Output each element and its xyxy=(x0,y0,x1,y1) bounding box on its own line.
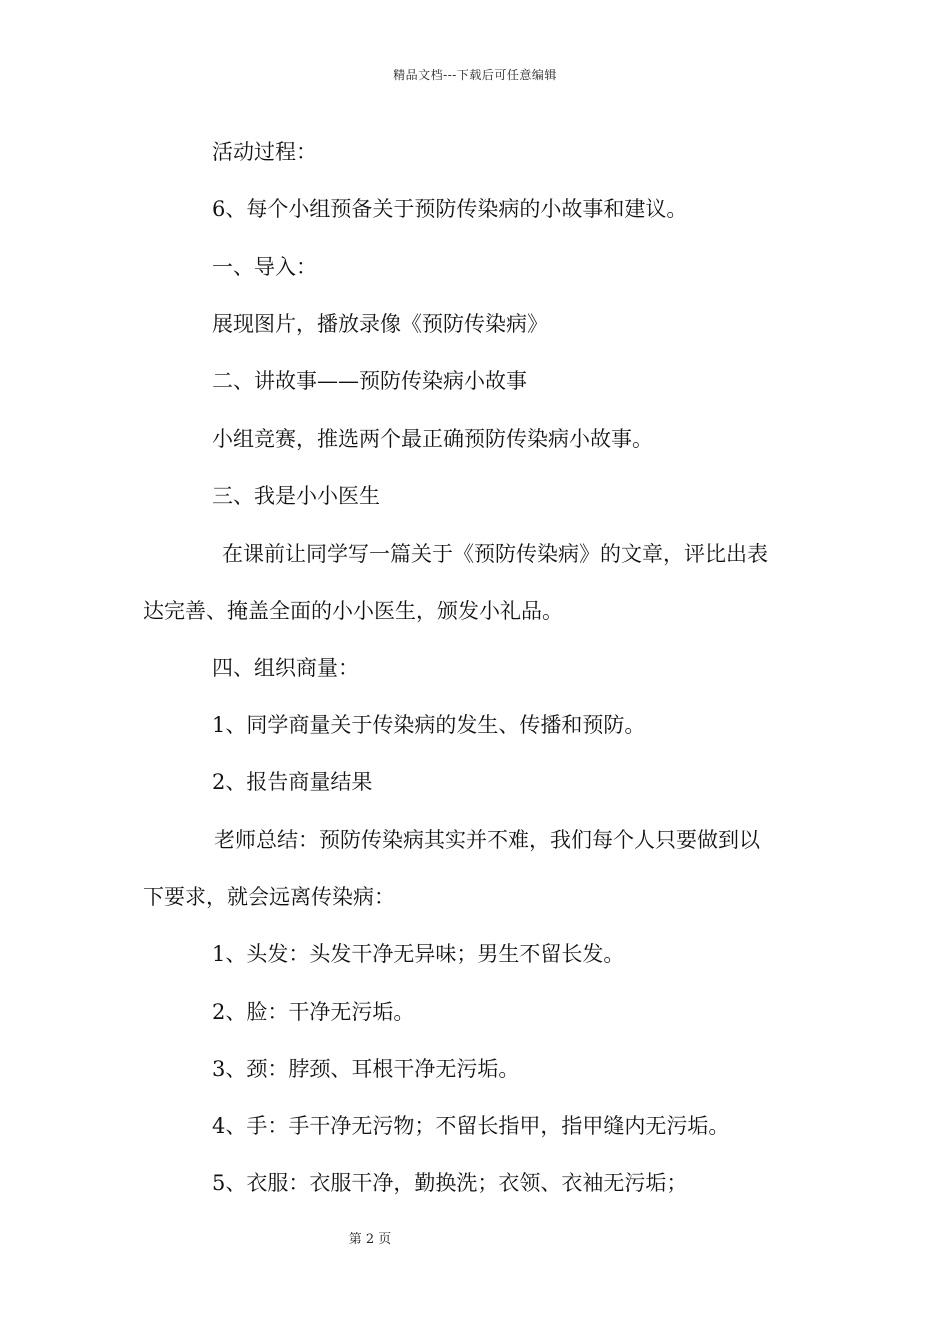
section-heading-3: 三、我是小小医生 xyxy=(212,484,380,508)
text-line-1: 活动过程： xyxy=(212,140,317,164)
text-line-14: 下要求，就会远离传染病： xyxy=(143,885,395,909)
section-heading-4: 四、组织商量： xyxy=(212,656,359,680)
text-line-11: 1、同学商量关于传染病的发生、传播和预防。 xyxy=(212,713,646,737)
page-number: 第 2 页 xyxy=(348,1232,392,1247)
text-line-17: 3、颈：脖颈、耳根干净无污垢。 xyxy=(212,1057,520,1081)
section-heading-1: 一、导入： xyxy=(212,255,317,279)
text-line-13: 老师总结：预防传染病其实并不难，我们每个人只要做到以 xyxy=(214,828,760,852)
text-line-8: 在课前让同学写一篇关于《预防传染病》的文章，评比出表 xyxy=(222,542,768,566)
page-header: 精品文档---下载后可任意编辑 xyxy=(393,68,557,82)
section-heading-2: 二、讲故事——预防传染病小故事 xyxy=(212,369,527,393)
text-line-15: 1、头发：头发干净无异味；男生不留长发。 xyxy=(212,942,625,966)
text-line-4: 展现图片，播放录像《预防传染病》 xyxy=(212,312,548,336)
text-line-16: 2、脸：干净无污垢。 xyxy=(212,1000,415,1024)
text-line-18: 4、手：手干净无污物；不留长指甲，指甲缝内无污垢。 xyxy=(212,1114,730,1138)
text-line-6: 小组竞赛，推选两个最正确预防传染病小故事。 xyxy=(212,427,653,451)
text-line-9: 达完善、掩盖全面的小小医生，颁发小礼品。 xyxy=(143,599,563,623)
text-line-19: 5、衣服：衣服干净，勤换洗；衣领、衣袖无污垢； xyxy=(212,1171,688,1195)
text-line-12: 2、报告商量结果 xyxy=(212,770,373,794)
text-line-2: 6、每个小组预备关于预防传染病的小故事和建议。 xyxy=(212,197,688,221)
